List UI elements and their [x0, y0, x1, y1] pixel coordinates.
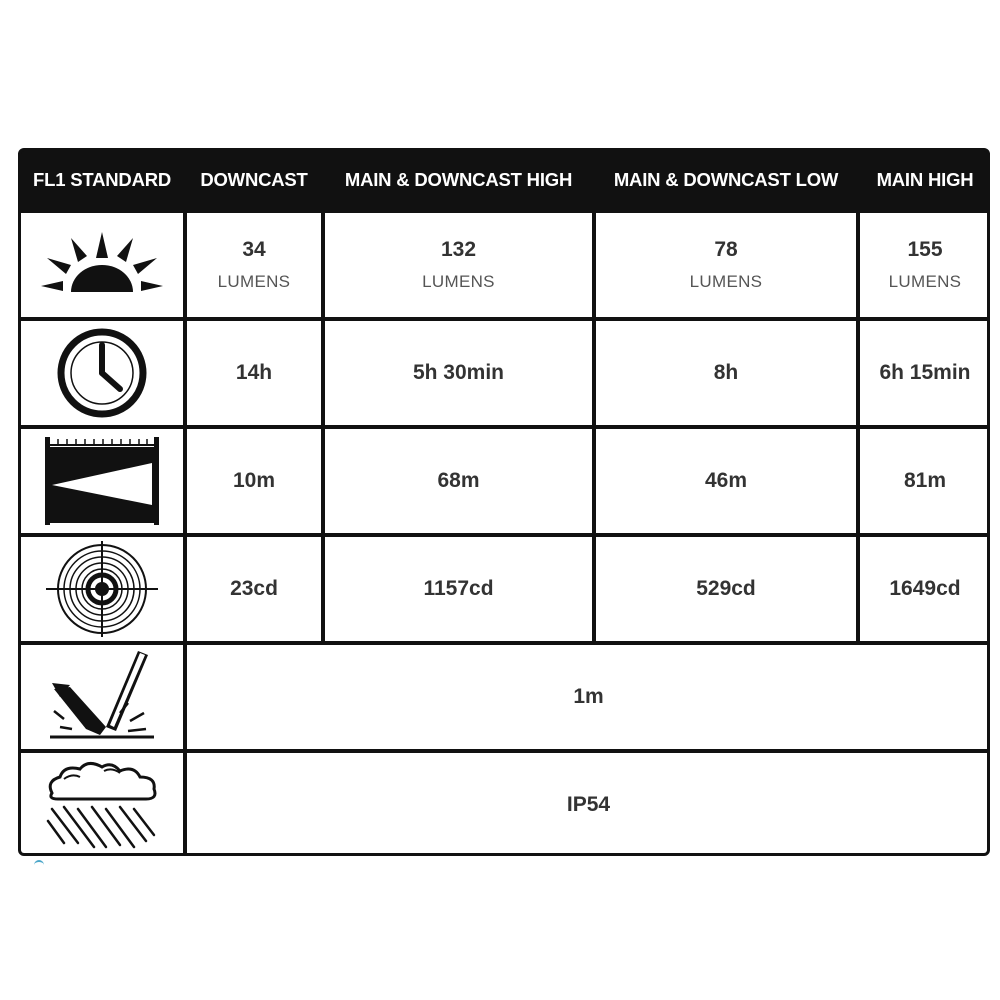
- beam-distance-icon: [21, 429, 183, 533]
- value: 8h: [713, 361, 739, 384]
- beam-distance-main-downcast-low: [596, 429, 856, 533]
- peak-intensity-main-high: [860, 537, 990, 641]
- value: 1157cd: [423, 577, 494, 600]
- value: 10m: [232, 469, 276, 492]
- unit: LUMENS: [422, 272, 495, 291]
- light-output-downcast: [187, 213, 321, 317]
- unit: LUMENS: [888, 272, 962, 291]
- value: 529cd: [696, 577, 756, 600]
- light-output-main-downcast-high: [325, 213, 592, 317]
- fl1-spec-table: [18, 148, 990, 856]
- unit: LUMENS: [689, 272, 763, 291]
- beam-distance-main-high: [860, 429, 990, 533]
- value: 78: [714, 238, 738, 261]
- beam-distance-main-downcast-high: [325, 429, 592, 533]
- value: 132: [440, 238, 477, 261]
- run-time-downcast: [187, 321, 321, 425]
- header-main-high: MAIN HIGH: [860, 151, 990, 209]
- value: 5h 30min: [412, 361, 505, 384]
- peak-intensity-main-downcast-low: [596, 537, 856, 641]
- impact-resistance-icon: [21, 645, 183, 749]
- value: 14h: [235, 361, 273, 384]
- value: 1649cd: [889, 577, 961, 600]
- water-resistance-icon: [21, 753, 183, 856]
- run-time-main-downcast-high: [325, 321, 592, 425]
- peak-beam-intensity-icon: [21, 537, 183, 641]
- run-time-main-high: [860, 321, 990, 425]
- value: 68m: [437, 469, 480, 492]
- header-fl1-standard: FL1 STANDARD: [21, 151, 183, 209]
- value: 34: [242, 238, 266, 261]
- value: 23cd: [230, 577, 278, 600]
- light-output-main-high: [860, 213, 990, 317]
- value: 81m: [903, 469, 947, 492]
- decorative-arc: [34, 860, 44, 868]
- impact-resistance-value-cell: [187, 645, 990, 749]
- unit: LUMENS: [217, 272, 291, 291]
- light-output-main-downcast-low: [596, 213, 856, 317]
- run-time-clock-icon: [21, 321, 183, 425]
- header-main-downcast-high: MAIN & DOWNCAST HIGH: [325, 151, 592, 209]
- beam-distance-downcast: [187, 429, 321, 533]
- header-main-downcast-low: MAIN & DOWNCAST LOW: [596, 151, 856, 209]
- peak-intensity-main-downcast-high: [325, 537, 592, 641]
- value: 155: [907, 238, 943, 261]
- peak-intensity-downcast: [187, 537, 321, 641]
- value: IP54: [566, 793, 611, 816]
- light-output-icon: [21, 213, 183, 317]
- value: 1m: [573, 685, 604, 708]
- water-resistance-value-cell: [187, 753, 990, 856]
- header-downcast: DOWNCAST: [187, 151, 321, 209]
- value: 6h 15min: [879, 361, 971, 384]
- run-time-main-downcast-low: [596, 321, 856, 425]
- value: 46m: [704, 469, 748, 492]
